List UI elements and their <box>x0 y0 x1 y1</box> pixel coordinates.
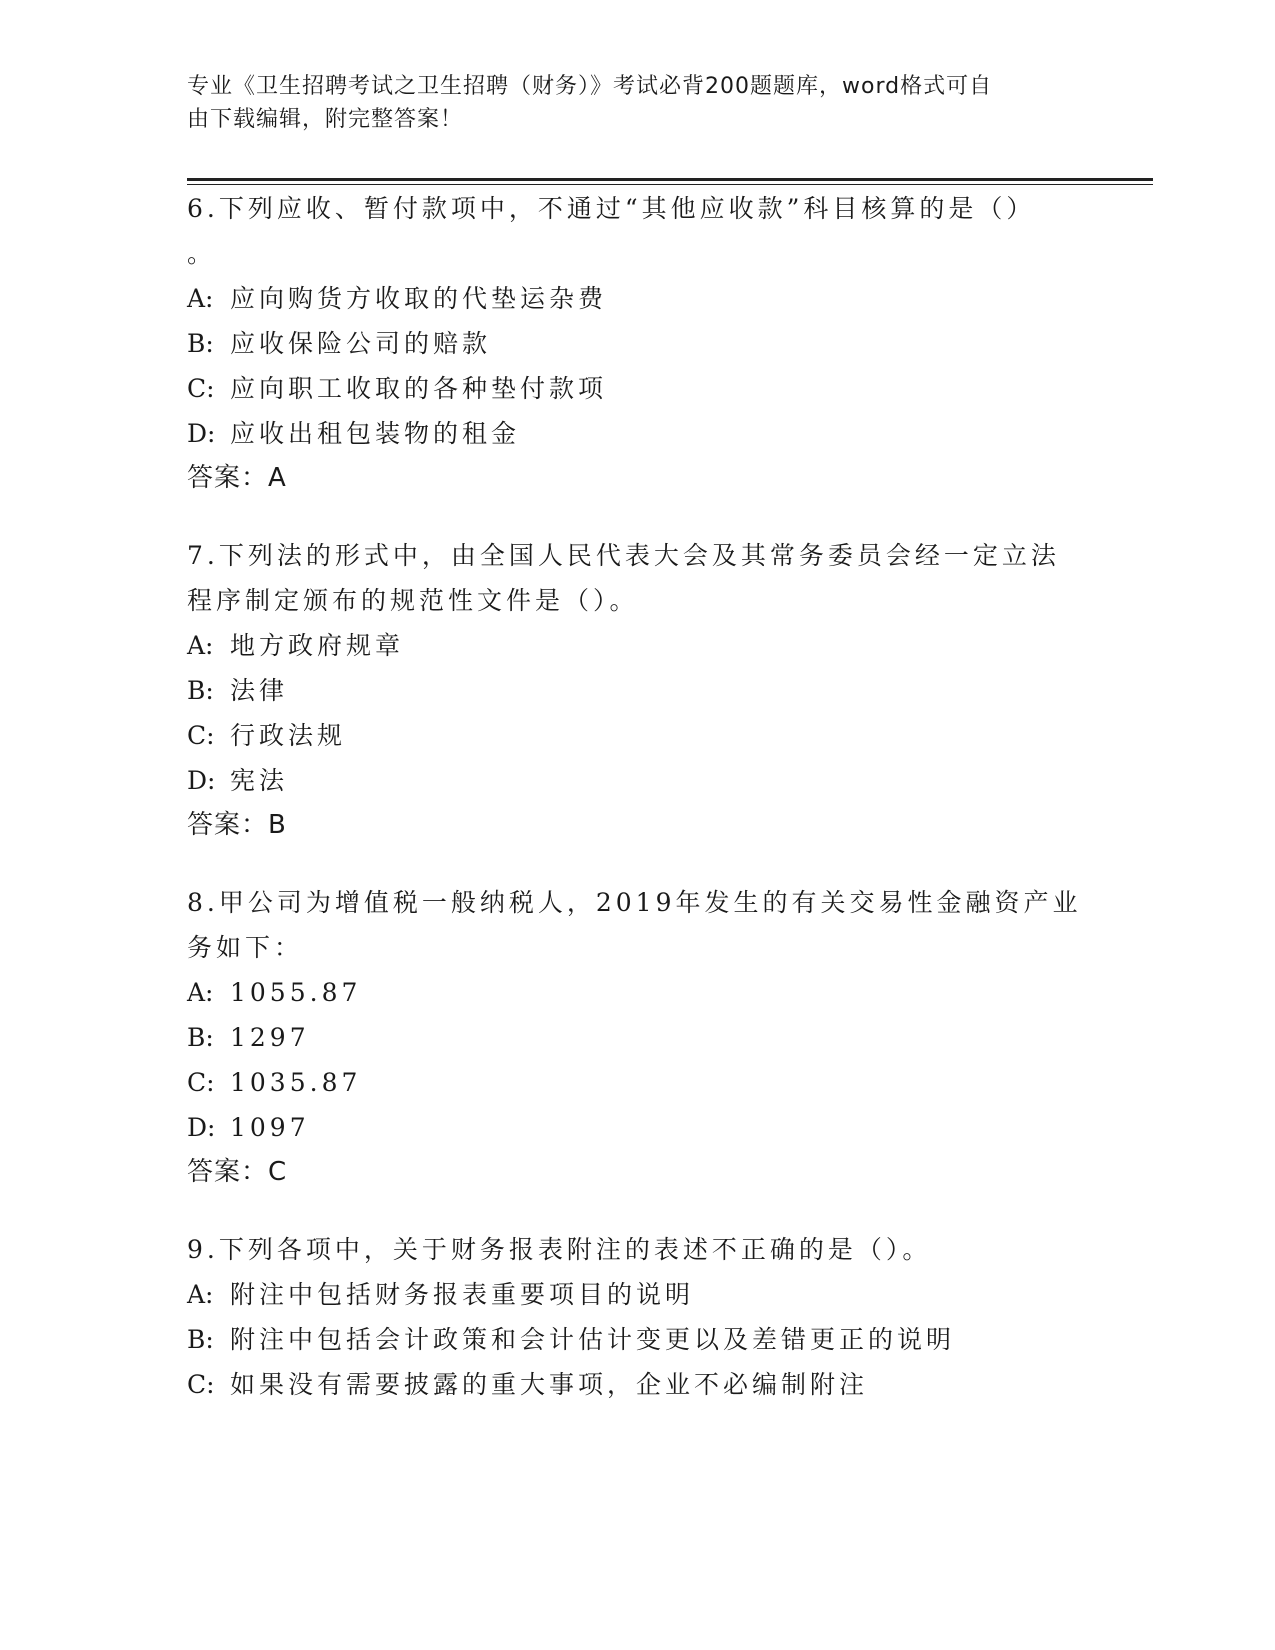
answer-line: 答案：A <box>187 463 287 493</box>
question-stem: 8.甲公司为增值税一般纳税人，2019年发生的有关交易性金融资产业 <box>187 888 1082 917</box>
option-c <box>187 1060 1087 1105</box>
option-b <box>187 1317 1087 1362</box>
question-stem-continued: 务如下： <box>187 933 304 962</box>
option-letter: B: <box>187 1325 214 1354</box>
option-letter: C: <box>187 721 215 750</box>
question-stem-continued: 程序制定颁布的规范性文件是（）。 <box>187 586 639 615</box>
option-a <box>187 970 1087 1015</box>
option-letter: D: <box>187 1113 216 1142</box>
option-a <box>187 623 1087 668</box>
option-letter: A: <box>187 284 214 313</box>
question-stem-continued: 。 <box>187 239 217 268</box>
question-6 <box>187 186 1087 501</box>
document-header <box>187 70 1067 136</box>
option-c <box>187 713 1087 758</box>
option-text: 应收出租包装物的租金 <box>230 419 521 448</box>
header-line-2: 由下载编辑，附完整答案！ <box>187 107 464 132</box>
answer-line: 答案：C <box>187 1157 288 1187</box>
option-a <box>187 1272 1087 1317</box>
question-stem: 6.下列应收、暂付款项中，不通过“其他应收款”科目核算的是（） <box>187 194 1036 223</box>
option-d <box>187 1105 1087 1150</box>
option-text: 附注中包括财务报表重要项目的说明 <box>230 1280 695 1309</box>
question-stem: 7.下列法的形式中，由全国人民代表大会及其常务委员会经一定立法 <box>187 541 1060 570</box>
option-c <box>187 1362 1087 1407</box>
option-d <box>187 411 1087 456</box>
option-a <box>187 276 1087 321</box>
question-7 <box>187 533 1087 848</box>
option-text: 如果没有需要披露的重大事项，企业不必编制附注 <box>230 1370 869 1399</box>
option-b <box>187 321 1087 366</box>
option-letter: B: <box>187 329 214 358</box>
option-text: 1097 <box>230 1113 310 1142</box>
header-divider-thick <box>187 178 1153 181</box>
option-letter: D: <box>187 766 216 795</box>
question-8 <box>187 880 1087 1195</box>
header-line-1: 专业《卫生招聘考试之卫生招聘（财务）》考试必背200题题库，word格式可自 <box>187 74 993 99</box>
option-letter: C: <box>187 1068 215 1097</box>
option-letter: A: <box>187 1280 214 1309</box>
question-stem: 9.下列各项中，关于财务报表附注的表述不正确的是（）。 <box>187 1235 932 1264</box>
answer-line: 答案：B <box>187 810 287 840</box>
question-list <box>187 186 1087 1439</box>
option-letter: B: <box>187 1023 214 1052</box>
option-letter: B: <box>187 676 214 705</box>
option-text: 1055.87 <box>230 978 362 1007</box>
option-text: 附注中包括会计政策和会计估计变更以及差错更正的说明 <box>230 1325 956 1354</box>
option-b <box>187 1015 1087 1060</box>
option-text: 行政法规 <box>230 721 347 750</box>
question-9 <box>187 1227 1087 1407</box>
option-text: 1035.87 <box>230 1068 362 1097</box>
option-text: 1297 <box>230 1023 310 1052</box>
option-c <box>187 366 1087 411</box>
option-b <box>187 668 1087 713</box>
header-divider-thin <box>187 184 1153 185</box>
option-letter: C: <box>187 374 215 403</box>
option-text: 宪法 <box>230 766 289 795</box>
option-text: 应向购货方收取的代垫运杂费 <box>230 284 608 313</box>
option-d <box>187 758 1087 803</box>
option-letter: D: <box>187 419 216 448</box>
option-text: 法律 <box>230 676 289 705</box>
option-text: 应向职工收取的各种垫付款项 <box>230 374 608 403</box>
option-text: 地方政府规章 <box>230 631 405 660</box>
option-letter: A: <box>187 978 214 1007</box>
option-text: 应收保险公司的赔款 <box>230 329 492 358</box>
option-letter: C: <box>187 1370 215 1399</box>
option-letter: A: <box>187 631 214 660</box>
